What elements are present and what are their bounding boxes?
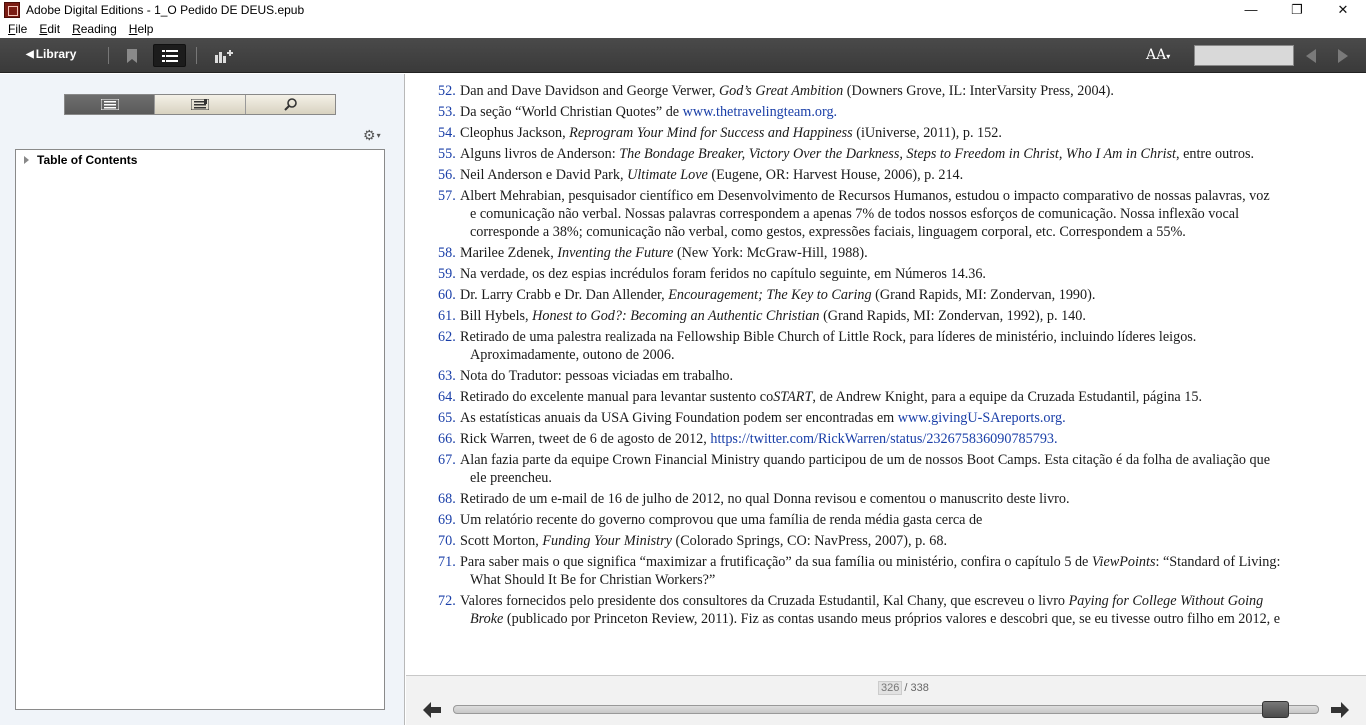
endnote-text [460, 511, 982, 529]
endnote-item [438, 103, 1330, 121]
endnote-item [438, 430, 1330, 448]
endnote-text-run: Alan fazia parte da equipe Crown Financial Ministry quando participou de um de nossos Boot Camps. Esta citação é da folha de avaliação que [460, 452, 1271, 468]
endnote-italic-text: Inventing the Future [557, 245, 674, 261]
endnote-italic-text: Broke [470, 611, 504, 627]
toc-view-button[interactable] [153, 44, 186, 67]
endnote-text-run: Aproximadamente, outono de 2006. [470, 347, 675, 363]
endnote-item [438, 490, 1330, 508]
toc-view-icon [101, 99, 119, 110]
endnote-text-run: Retirado do excelente manual para levantar sustento co [460, 389, 774, 405]
endnote-number-link[interactable]: 69. [438, 512, 456, 528]
endnote-text-run: Neil Anderson e David Park, [460, 167, 628, 183]
endnote-text-run: : “Standard of Living: [1155, 554, 1281, 570]
dropdown-arrow-icon: ▾ [376, 131, 381, 140]
endnote-number-link[interactable]: 70. [438, 533, 456, 549]
expand-triangle-icon[interactable] [24, 156, 29, 164]
endnote-item [438, 124, 1330, 142]
endnote-text [460, 187, 1270, 241]
endnote-italic-text: ViewPoints [1091, 554, 1156, 570]
toc-tab[interactable] [65, 95, 155, 114]
endnote-item [438, 286, 1330, 304]
current-page-field[interactable]: 326 [878, 681, 902, 695]
endnote-number-link[interactable]: 57. [438, 188, 456, 204]
endnotes-list [438, 82, 1330, 631]
endnote-text-run: (publicado por Princeton Review, 2011). Fiz as contas usando meus próprios valores e descobri que, se eu tivesse outro filho em 2012, e [503, 611, 1281, 627]
endnote-item [438, 307, 1330, 325]
endnote-italic-text: Ultimate Love [627, 167, 708, 183]
endnote-italic-text: START [773, 389, 813, 405]
endnote-text [460, 82, 1114, 100]
endnote-text-run: (Eugene, OR: Harvest House, 2006), p. 214. [707, 167, 964, 183]
toolbar-divider [196, 47, 197, 64]
menu-edit-label: dit [47, 21, 61, 36]
endnote-number-link[interactable]: 65. [438, 410, 456, 426]
endnote-text-run: (Colorado Springs, CO: NavPress, 2007), p. 68. [671, 533, 947, 549]
endnote-text-run: e comunicação não verbal. Nossas palavras correspondem a apenas 7% de todos nossos esforços de comunicação. Nossa inflexão vocal [470, 206, 1240, 222]
endnote-text-run: Na verdade, os dez espias incrédulos foram feridos no capítulo seguinte, em Números 14.36. [460, 266, 986, 282]
endnote-number-link[interactable]: 60. [438, 287, 456, 303]
endnote-number-link[interactable]: 55. [438, 146, 456, 162]
endnote-text-run: ele preencheu. [470, 470, 552, 486]
endnote-url-link[interactable]: https://twitter.com/RickWarren/status/232675836090785793. [710, 431, 1058, 447]
endnote-text-run: Albert Mehrabian, pesquisador científico em Desenvolvimento de Recursos Humanos, estudou o impacto comparativo de nossas palavras, voz [460, 188, 1270, 204]
endnote-url-link[interactable]: www.givingU-SAreports.org. [897, 410, 1066, 426]
endnote-number-link[interactable]: 53. [438, 104, 456, 120]
font-size-label: AA [1146, 47, 1167, 63]
list-view-icon [162, 50, 178, 62]
endnote-text-run: (Grand Rapids, MI: Zondervan, 1992), p. 140. [819, 308, 1086, 324]
search-input[interactable] [1194, 45, 1294, 66]
endnote-item [438, 145, 1330, 163]
endnote-text-run: Retirado de uma palestra realizada na Fellowship Bible Church of Little Rock, para líderes de ministério, incluindo líderes leigos. [460, 329, 1197, 345]
endnote-text-run: , entre outros. [1176, 146, 1255, 162]
endnote-number-link[interactable]: 71. [438, 554, 456, 570]
endnote-item [438, 409, 1330, 427]
endnote-text-run: Nota do Tradutor: pessoas viciadas em trabalho. [460, 368, 734, 384]
endnote-italic-text: God’s Great Ambition [718, 83, 844, 99]
endnote-text-run: (Grand Rapids, MI: Zondervan, 1990). [871, 287, 1096, 303]
endnote-text-run: Retirado de um e-mail de 16 de julho de 2012, no qual Donna revisou e comentou o manuscrito deste livro. [460, 491, 1070, 507]
reading-pane [406, 74, 1366, 674]
endnote-item [438, 244, 1330, 262]
endnote-text-run: , de Andrew Knight, para a equipe da Cruzada Estudantil, página 15. [812, 389, 1202, 405]
endnote-item [438, 82, 1330, 100]
endnote-text-run: Alguns livros de Anderson: [460, 146, 620, 162]
endnote-text [460, 265, 986, 283]
endnote-item [438, 451, 1330, 487]
toc-item-root[interactable] [24, 153, 137, 167]
reader-toolbar [0, 38, 1366, 73]
menu-reading-label: eading [80, 21, 117, 36]
previous-page-button[interactable] [422, 702, 442, 718]
endnote-text-run: Da seção “World Christian Quotes” de [460, 104, 683, 120]
search-icon [284, 98, 297, 111]
endnote-text [460, 532, 947, 550]
endnote-text [460, 244, 868, 262]
endnote-text-run: Valores fornecidos pelo presidente dos consultores da Cruzada Estudantil, Kal Chany, que escreveu o livro [460, 593, 1069, 609]
gear-icon: ⚙ [363, 127, 376, 143]
endnote-continuation [460, 346, 1196, 364]
endnote-continuation [460, 571, 1280, 589]
endnote-item [438, 265, 1330, 283]
page-slider-thumb[interactable] [1262, 701, 1289, 718]
menu-reading-accel: R [72, 21, 81, 36]
endnote-number-link[interactable]: 63. [438, 368, 456, 384]
endnote-text-run: Para saber mais o que significa “maximizar a frutificação” da sua família ou ministério, confira o capítulo 5 de [460, 554, 1092, 570]
endnote-number-link[interactable]: 59. [438, 266, 456, 282]
endnote-italic-text: The Bondage Breaker, Victory Over the Darkness, Steps to Freedom in Christ, Who I Am in Christ [619, 146, 1176, 162]
menu-edit[interactable] [35, 22, 64, 36]
toc-tree [15, 149, 385, 710]
endnote-text-run: (iUniverse, 2011), p. 152. [852, 125, 1002, 141]
endnote-text [460, 124, 1002, 142]
menu-file-label: ile [15, 21, 28, 36]
toolbar-divider [108, 47, 109, 64]
arrow-left-icon [423, 702, 441, 718]
menu-edit-accel: E [39, 21, 48, 36]
endnote-text-run: Scott Morton, [460, 533, 543, 549]
endnote-text [460, 286, 1095, 304]
page-indicator [878, 681, 929, 695]
endnote-number-link[interactable]: 72. [438, 593, 456, 609]
library-label: Library [35, 47, 77, 61]
endnote-text-run: corresponde a 38%; comunicação não verbal, como gestos, expressões faciais, linguagem corporal, etc. Correspondem a 55%. [470, 224, 1186, 240]
menu-bar [0, 19, 1366, 38]
endnote-continuation [460, 610, 1280, 628]
endnote-item [438, 187, 1330, 241]
window-controls [1228, 0, 1366, 19]
endnote-url-link[interactable]: www.thetravelingteam.org. [682, 104, 838, 120]
endnote-text-run: Marilee Zdenek, [460, 245, 558, 261]
font-size-button[interactable] [1146, 47, 1170, 63]
page-slider-track[interactable] [453, 705, 1319, 714]
endnote-number-link[interactable]: 67. [438, 452, 456, 468]
endnote-item [438, 166, 1330, 184]
endnote-text [460, 490, 1070, 508]
endnote-text-run: What Should It Be for Christian Workers?” [470, 572, 716, 588]
endnote-number-link[interactable]: 68. [438, 491, 456, 507]
endnote-text [460, 430, 1058, 448]
endnote-text-run: (New York: McGraw-Hill, 1988). [673, 245, 868, 261]
endnote-continuation [460, 223, 1270, 241]
window-title: Adobe Digital Editions - 1_O Pedido DE DEUS.epub [26, 2, 305, 17]
menu-reading[interactable] [68, 22, 121, 36]
endnote-item [438, 553, 1330, 589]
endnote-italic-text: Encouragement; The Key to Caring [668, 287, 872, 303]
endnote-text [460, 328, 1196, 364]
endnote-number-link[interactable]: 52. [438, 83, 456, 99]
endnote-number-link[interactable]: 54. [438, 125, 456, 141]
bookmarks-tab[interactable] [155, 95, 245, 114]
endnote-text [460, 145, 1254, 163]
endnote-text-run: Um relatório recente do governo comprovou que uma família de renda média gasta cerca de [460, 512, 983, 528]
menu-file-accel: F [8, 21, 16, 36]
endnote-text-run: Dr. Larry Crabb e Dr. Dan Allender, [460, 287, 669, 303]
add-to-collection-button[interactable] [214, 44, 234, 67]
dropdown-arrow-icon: ▾ [1166, 52, 1171, 61]
endnote-text-run: Dan and Dave Davidson and George Verwer, [460, 83, 719, 99]
endnote-italic-text: Honest to God?: Becoming an Authentic Christian [532, 308, 820, 324]
back-triangle-icon: ◀ [26, 48, 34, 60]
bookmark-view-icon [191, 99, 209, 110]
maximize-button[interactable]: ❐ [1291, 1, 1303, 17]
endnote-number-link[interactable]: 66. [438, 431, 456, 447]
endnote-number-link[interactable]: 56. [438, 167, 456, 183]
endnote-number-link[interactable]: 61. [438, 308, 456, 324]
title-bar [0, 0, 1366, 19]
endnote-italic-text: Paying for College Without Going [1068, 593, 1264, 609]
total-pages-label: / 338 [904, 682, 929, 694]
endnote-item [438, 511, 1330, 529]
endnote-text [460, 103, 837, 121]
left-panel [0, 74, 405, 725]
menu-help[interactable] [125, 22, 158, 36]
endnote-text [460, 451, 1270, 487]
endnote-number-link[interactable]: 58. [438, 245, 456, 261]
endnote-item [438, 532, 1330, 550]
bar-chart-plus-icon [215, 49, 233, 63]
endnote-item [438, 388, 1330, 406]
endnote-item [438, 592, 1330, 628]
previous-result-icon[interactable] [1306, 49, 1316, 63]
endnote-italic-text: Reprogram Your Mind for Success and Happiness [569, 125, 853, 141]
toc-item-label: Table of Contents [37, 153, 138, 167]
endnote-number-link[interactable]: 62. [438, 329, 456, 345]
bookmark-icon [127, 49, 137, 63]
close-button[interactable]: ✕ [1337, 1, 1349, 17]
endnote-item [438, 367, 1330, 385]
bookmark-button[interactable] [124, 44, 140, 67]
endnote-text [460, 166, 963, 184]
endnote-number-link[interactable]: 64. [438, 389, 456, 405]
endnote-text [460, 553, 1280, 589]
panel-view-switcher [64, 94, 336, 115]
next-result-icon[interactable] [1338, 49, 1348, 63]
endnote-text-run: Cleophus Jackson, [460, 125, 570, 141]
arrow-right-icon [1331, 702, 1349, 718]
endnote-italic-text: Funding Your Ministry [542, 533, 672, 549]
menu-file[interactable] [4, 22, 31, 36]
endnote-continuation [460, 469, 1270, 487]
panel-settings-button[interactable] [363, 127, 381, 144]
endnote-text-run: Rick Warren, tweet de 6 de agosto de 2012, [460, 431, 711, 447]
endnote-text-run: As estatísticas anuais da USA Giving Foundation podem ser encontradas em [460, 410, 898, 426]
endnote-item [438, 328, 1330, 364]
endnote-text [460, 367, 733, 385]
minimize-button[interactable]: — [1244, 2, 1258, 17]
next-page-button[interactable] [1330, 702, 1350, 718]
app-icon [4, 2, 20, 18]
endnote-continuation [460, 205, 1270, 223]
endnote-text [460, 409, 1066, 427]
endnote-text-run: (Downers Grove, IL: InterVarsity Press, 2004). [843, 83, 1114, 99]
menu-help-label: elp [137, 21, 154, 36]
page-navigation-bar [406, 675, 1366, 725]
search-tab[interactable] [246, 95, 335, 114]
library-button[interactable] [26, 47, 76, 61]
menu-help-accel: H [128, 21, 138, 36]
endnote-text-run: Bill Hybels, [460, 308, 533, 324]
endnote-text [460, 388, 1202, 406]
endnote-text [460, 592, 1280, 628]
endnote-text [460, 307, 1086, 325]
